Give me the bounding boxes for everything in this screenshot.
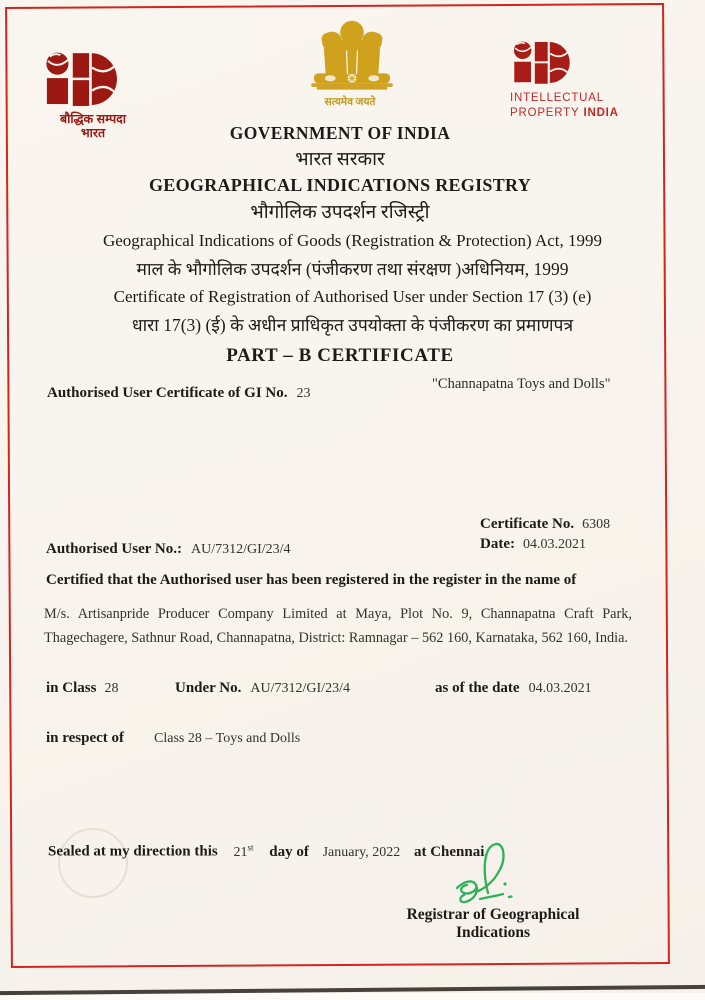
certified-statement: Certified that the Authorised user has been registered in the register in the name of <box>46 572 577 588</box>
registrar-signature <box>452 841 530 912</box>
right-logo-caption <box>510 91 650 120</box>
in-respect-of-label: in respect of <box>46 730 125 746</box>
gi-number-row <box>47 384 311 402</box>
sealed-day-ordinal: st <box>247 842 254 852</box>
authorised-user-number-row <box>46 540 291 558</box>
certificate-number-label: Certificate No. <box>480 516 575 532</box>
authorised-user-number-value: AU/7312/GI/23/4 <box>190 542 291 557</box>
gi-name: "Channapatna Toys and Dolls" <box>432 376 611 392</box>
registrar-title: Registrar of Geographical Indications <box>406 906 580 941</box>
certificate-date-label: Date: <box>480 536 515 552</box>
ip-india-logo-left <box>44 52 140 110</box>
sealed-month-year: January, 2022 <box>322 844 401 860</box>
certificate-number-value: 6308 <box>582 517 611 532</box>
section-line-hindi: धारा 17(3) (ई) के अधीन प्राधिकृत उपयोक्ता के पंजीकरण का प्रमाणपत्र <box>131 315 574 335</box>
as-of-date-label: as of the date <box>435 680 520 696</box>
ip-india-logo-icon <box>512 40 588 88</box>
act-line-english: Geographical Indications of Goods (Registration & Protection) Act, 1999 <box>102 231 603 250</box>
authorised-user-number-label: Authorised User No.: <box>46 541 182 557</box>
right-logo-caption-india: INDIA <box>583 106 619 119</box>
ip-india-logo-right <box>512 40 588 88</box>
in-class-group <box>46 679 118 697</box>
part-b-certificate-title: PART – B CERTIFICATE <box>226 345 454 366</box>
sealed-line <box>48 842 488 861</box>
govt-of-india-title-hindi: भारत सरकार <box>295 149 385 170</box>
emblem-motto: सत्यमेव जयते <box>324 97 376 108</box>
act-line-hindi: माल के भौगोलिक उपदर्शन (पंजीकरण तथा संरक्षण )अधिनियम, 1999 <box>136 259 569 279</box>
left-logo-caption-line2: भारत <box>80 126 106 140</box>
gi-registry-title-hindi: भौगोलिक उपदर्शन रजिस्ट्री <box>250 202 430 223</box>
in-respect-of-row <box>46 729 300 747</box>
signature-icon <box>452 841 530 907</box>
in-class-label: in Class <box>46 680 97 696</box>
sealed-suffix: at Chennai. <box>413 843 489 860</box>
certificate-date-value: 04.03.2021 <box>522 537 586 552</box>
sealed-day-number: 21 <box>233 844 248 860</box>
left-logo-caption-line1: बौद्धिक सम्पदा <box>59 112 127 126</box>
right-logo-caption-line2 <box>510 106 650 121</box>
under-no-label: Under No. <box>175 680 242 696</box>
certificate-date-row <box>480 535 586 553</box>
section-line-english: Certificate of Registration of Authorised User under Section 17 (3) (e) <box>113 287 592 306</box>
sealed-day <box>233 842 254 860</box>
certificate-number-row <box>480 515 610 533</box>
ip-india-logo-icon <box>44 52 140 110</box>
in-class-value: 28 <box>104 681 119 696</box>
national-emblem <box>302 18 402 96</box>
right-logo-caption-property: PROPERTY <box>510 106 580 119</box>
embossed-seal <box>58 828 128 898</box>
gi-registry-title: GEOGRAPHICAL INDICATIONS REGISTRY <box>148 175 531 195</box>
under-no-value: AU/7312/GI/23/4 <box>250 681 350 696</box>
registrant-address: M/s. Artisanpride Producer Company Limited at Maya, Plot No. 9, Channapatna Craft Park, Thagechagere, Sathnur Road, Channapatna, District: Ramnagar – 562 160, Karnataka, 562 160, India. <box>44 606 632 646</box>
as-of-date-group <box>435 679 592 697</box>
gi-number-label: Authorised User Certificate of GI No. <box>47 385 288 401</box>
under-no-group <box>175 679 350 697</box>
gi-number-value: 23 <box>296 386 311 401</box>
in-respect-of-value: Class 28 – Toys and Dolls <box>154 731 301 746</box>
sealed-mid: day of <box>269 843 309 860</box>
as-of-date-value: 04.03.2021 <box>528 681 592 696</box>
govt-of-india-title: GOVERNMENT OF INDIA <box>229 123 451 143</box>
sealed-prefix: Sealed at my direction this <box>48 843 218 860</box>
national-emblem-icon <box>302 18 402 96</box>
right-logo-caption-line1: INTELLECTUAL <box>510 92 604 104</box>
